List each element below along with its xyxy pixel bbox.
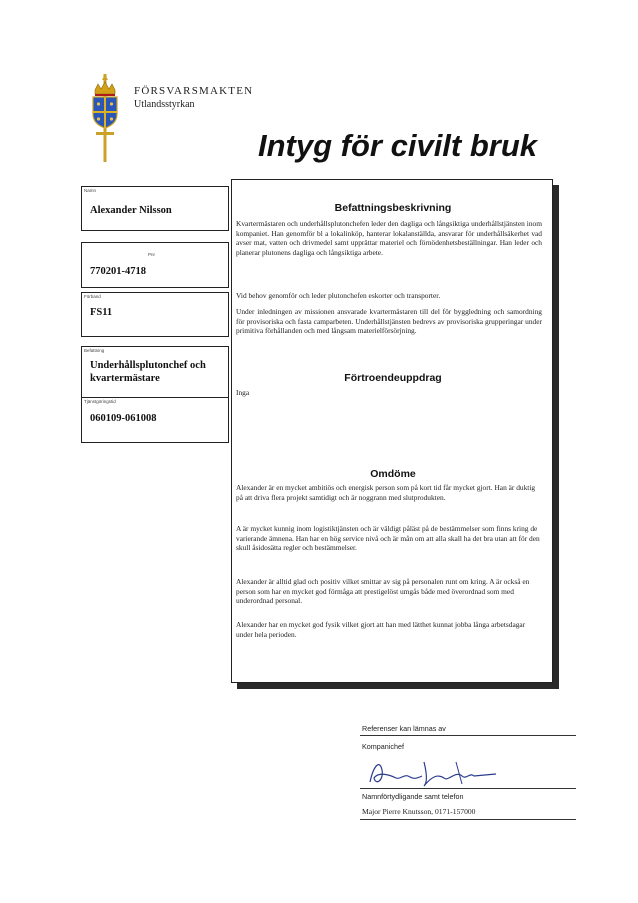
service-period-field xyxy=(81,397,229,443)
name-field-label: Namn xyxy=(84,188,97,193)
service-period-label: Tjänstgöringstid xyxy=(84,399,116,404)
references-block xyxy=(360,720,576,822)
reference-contact: Major Pierre Knutsson, 0171-157000 xyxy=(362,807,476,816)
assessment-paragraph: Alexander är en mycket ambitiös och energisk person som på kort tid får mycket gjort. Han är duktig på att driva flera projekt samtidigt och är noggrann med slutprodukten. xyxy=(236,483,536,502)
organization-name: FÖRSVARSMAKTEN xyxy=(134,85,254,97)
handwritten-signature xyxy=(366,756,506,790)
personal-number-field xyxy=(81,242,229,288)
document-title: Intyg för civilt bruk xyxy=(258,128,538,163)
job-description-paragraph: Vid behov genomför och leder plutonchefen eskorter och transporter. xyxy=(236,291,441,300)
unit-field-label: Förband xyxy=(84,294,101,299)
references-bottom-line xyxy=(360,819,576,820)
organization-subtitle: Utlandsstyrkan xyxy=(134,99,195,110)
references-intro: Referenser kan lämnas av xyxy=(362,724,446,733)
unit-field xyxy=(81,292,229,337)
assessment-paragraph: A är mycket kunnig inom logistiktjänsten och är väldigt påläst på de bestämmelser som finns kring de varierande ämnena. Han har en hög service nivå och är mån om att alla skall ha det bra utan att för den skull åsidosätta regler och bestämmelser. xyxy=(236,524,540,553)
position-field-label: Befattning xyxy=(84,348,105,353)
signature-label: Namnförtydligande samt telefon xyxy=(362,792,464,801)
content-panel xyxy=(231,179,553,683)
personal-number-value: 770201-4718 xyxy=(90,266,146,277)
job-description-paragraph: Kvartermästaren och underhållsplutonchefen leder den dagliga och långsiktiga underhållstjänsten inom kompaniet. Han genomför bl a lokalinköp, hanterar lokalanställda, ansvarar för underhållsäkerhet vad avser mat, vatten och drivmedel samt upprättar materiel och förnödenhetsbeställningar. Han leder och planerar plutonens dagliga och långsiktiga arbete. xyxy=(236,219,542,257)
unit-field-value: FS11 xyxy=(90,307,113,318)
assessment-heading: Omdöme xyxy=(370,468,416,480)
job-description-paragraph: Under inledningen av missionen ansvarade kvartermästaren till del för byggledning och samordning för provisoriska och fasta camparbeten. Underhållstjänsten bedrevs av provisoriska grupperingar under primitiva förhållanden och med långsam materielförsörjning. xyxy=(236,307,542,336)
personal-number-label: Pnr xyxy=(148,252,156,257)
assignments-heading: Förtroendeuppdrag xyxy=(344,372,442,384)
references-divider xyxy=(360,735,576,736)
job-description-heading: Befattningsbeskrivning xyxy=(334,202,452,214)
position-field xyxy=(81,346,229,398)
references-role: Kompanichef xyxy=(362,742,404,751)
assignments-text: Inga xyxy=(236,388,250,397)
assessment-paragraph: Alexander har en mycket god fysik vilket gjort att han med lätthet kunnat jobba långa arbetsdagar under hela perioden. xyxy=(236,620,526,639)
signature-line xyxy=(360,788,576,789)
armed-forces-emblem-icon xyxy=(88,74,122,164)
name-field-value: Alexander Nilsson xyxy=(90,205,172,216)
service-period-value: 060109-061008 xyxy=(90,413,157,424)
assessment-paragraph: Alexander är alltid glad och positiv vilket smittar av sig på personalen runt om kring. A är också en person som har en mycket god förmåga att prestigelöst umgås både med överordnad som med underordnad personal. xyxy=(236,577,530,606)
position-field-value: Underhållsplutonchef och kvartermästare xyxy=(90,360,206,384)
name-field xyxy=(81,186,229,231)
